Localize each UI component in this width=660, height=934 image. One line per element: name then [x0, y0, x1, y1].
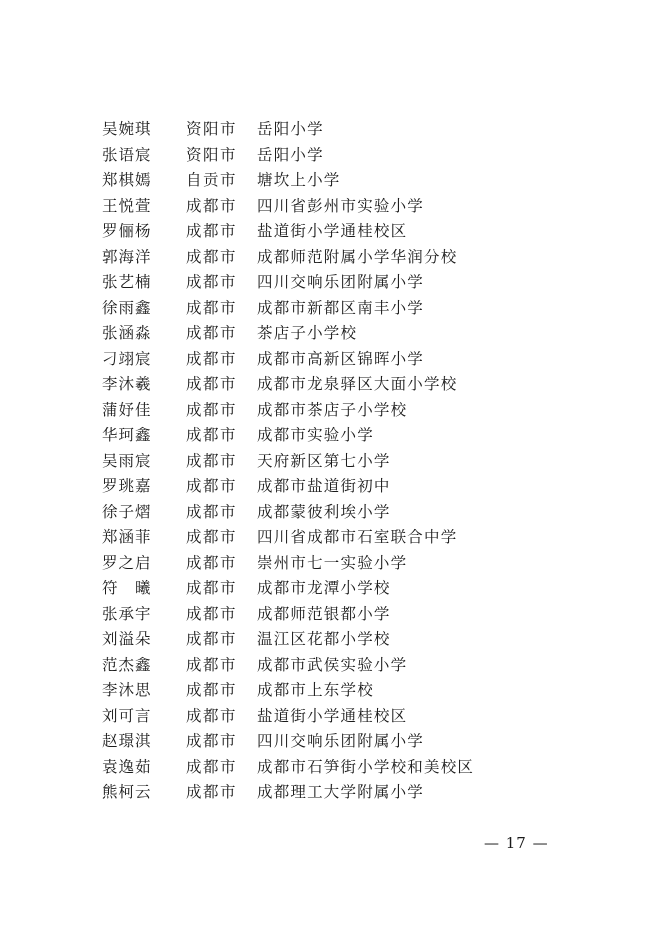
student-name: 熊柯云 [102, 783, 152, 801]
school-name: 四川省彭州市实验小学 [257, 196, 425, 215]
student-name: 徐子熠 [102, 502, 152, 521]
roster-row [0, 627, 660, 653]
student-name: 范杰鑫 [102, 655, 152, 674]
roster-row [0, 347, 660, 373]
student-name: 徐雨鑫 [102, 298, 152, 317]
city: 成都市 [186, 273, 238, 291]
school-name: 四川省成都市石室联合中学 [257, 528, 458, 546]
school-name: 茶店子小学校 [257, 324, 358, 342]
roster-row [0, 500, 660, 526]
student-name: 吴婉琪 [102, 120, 152, 138]
city: 成都市 [186, 349, 238, 368]
roster-row [0, 143, 660, 169]
student-name: 李沐思 [102, 681, 152, 699]
city: 成都市 [186, 196, 238, 215]
roster-row [0, 398, 660, 424]
roster-row [0, 194, 660, 220]
school-name: 成都市茶店子小学校 [257, 400, 408, 419]
roster-row [0, 474, 660, 500]
roster-row [0, 270, 660, 296]
school-name: 成都市龙潭小学校 [257, 579, 391, 597]
roster-row [0, 525, 660, 551]
school-name: 温江区花都小学校 [257, 630, 391, 648]
school-name: 成都蒙彼利埃小学 [257, 502, 391, 521]
student-name: 李沐羲 [102, 375, 152, 393]
roster-row [0, 551, 660, 577]
roster-row [0, 755, 660, 781]
school-name: 成都市石笋街小学校和美校区 [257, 757, 475, 776]
roster-row [0, 117, 660, 143]
student-name: 华珂鑫 [102, 426, 152, 444]
roster-row [0, 219, 660, 245]
school-name: 成都市上东学校 [257, 681, 374, 699]
city: 成都市 [186, 451, 238, 470]
school-name: 成都师范银都小学 [257, 604, 391, 623]
roster-row [0, 423, 660, 449]
student-name: 张涵淼 [102, 324, 152, 342]
roster-row [0, 296, 660, 322]
school-name: 成都市盐道街初中 [257, 477, 391, 495]
city: 成都市 [186, 604, 238, 623]
city: 成都市 [186, 400, 238, 419]
city: 成都市 [186, 553, 238, 572]
roster-row [0, 372, 660, 398]
student-name: 郑棋嫣 [102, 171, 152, 189]
city: 成都市 [186, 757, 238, 776]
roster-row [0, 449, 660, 475]
city: 成都市 [186, 222, 238, 240]
school-name: 成都市武侯实验小学 [257, 655, 408, 674]
page-number: — 17 — [484, 834, 549, 852]
city: 成都市 [186, 502, 238, 521]
student-name: 张承宇 [102, 604, 152, 623]
city: 成都市 [186, 732, 238, 750]
roster-row [0, 321, 660, 347]
student-name: 刁翊宸 [102, 349, 152, 368]
roster-row [0, 678, 660, 704]
student-name: 郑涵菲 [102, 528, 152, 546]
school-name: 成都市新都区南丰小学 [257, 298, 425, 317]
city: 成都市 [186, 681, 238, 699]
student-name: 罗珧嘉 [102, 477, 152, 495]
student-name: 张艺楠 [102, 273, 152, 291]
school-name: 四川交响乐团附属小学 [257, 732, 425, 750]
city: 成都市 [186, 375, 238, 393]
student-name: 张语宸 [102, 145, 152, 164]
city: 自贡市 [186, 171, 238, 189]
student-name: 王悦萱 [102, 196, 152, 215]
school-name: 岳阳小学 [257, 120, 324, 138]
school-name: 崇州市七一实验小学 [257, 553, 408, 572]
school-name: 天府新区第七小学 [257, 451, 391, 470]
roster-row [0, 576, 660, 602]
city: 成都市 [186, 247, 238, 266]
student-name: 刘可言 [102, 706, 152, 725]
student-name: 袁逸茹 [102, 757, 152, 776]
city: 成都市 [186, 706, 238, 725]
roster-row [0, 780, 660, 806]
school-name: 成都市高新区锦晖小学 [257, 349, 425, 368]
city: 成都市 [186, 528, 238, 546]
city: 成都市 [186, 630, 238, 648]
roster-row [0, 704, 660, 730]
school-name: 塘坎上小学 [257, 171, 341, 189]
city: 资阳市 [186, 145, 238, 164]
student-name: 吴雨宸 [102, 451, 152, 470]
roster-row [0, 653, 660, 679]
school-name: 盐道街小学通桂校区 [257, 706, 408, 725]
student-name: 蒲妤佳 [102, 400, 152, 419]
city: 成都市 [186, 655, 238, 674]
school-name: 成都市实验小学 [257, 426, 374, 444]
roster-row [0, 729, 660, 755]
student-name: 郭海洋 [102, 247, 152, 266]
school-name: 成都理工大学附属小学 [257, 783, 425, 801]
city: 成都市 [186, 477, 238, 495]
city: 成都市 [186, 324, 238, 342]
city: 资阳市 [186, 120, 238, 138]
city: 成都市 [186, 579, 238, 597]
school-name: 盐道街小学通桂校区 [257, 222, 408, 240]
school-name: 成都师范附属小学华润分校 [257, 247, 458, 266]
student-name: 刘溢朵 [102, 630, 152, 648]
roster-row [0, 602, 660, 628]
city: 成都市 [186, 783, 238, 801]
school-name: 岳阳小学 [257, 145, 324, 164]
student-name: 罗之启 [102, 553, 152, 572]
student-name: 赵璟淇 [102, 732, 152, 750]
student-name: 符 曦 [102, 579, 152, 597]
roster-row [0, 168, 660, 194]
city: 成都市 [186, 426, 238, 444]
school-name: 成都市龙泉驿区大面小学校 [257, 375, 458, 393]
city: 成都市 [186, 298, 238, 317]
award-roster-list [0, 117, 660, 806]
student-name: 罗俪杨 [102, 222, 152, 240]
school-name: 四川交响乐团附属小学 [257, 273, 425, 291]
roster-row [0, 245, 660, 271]
